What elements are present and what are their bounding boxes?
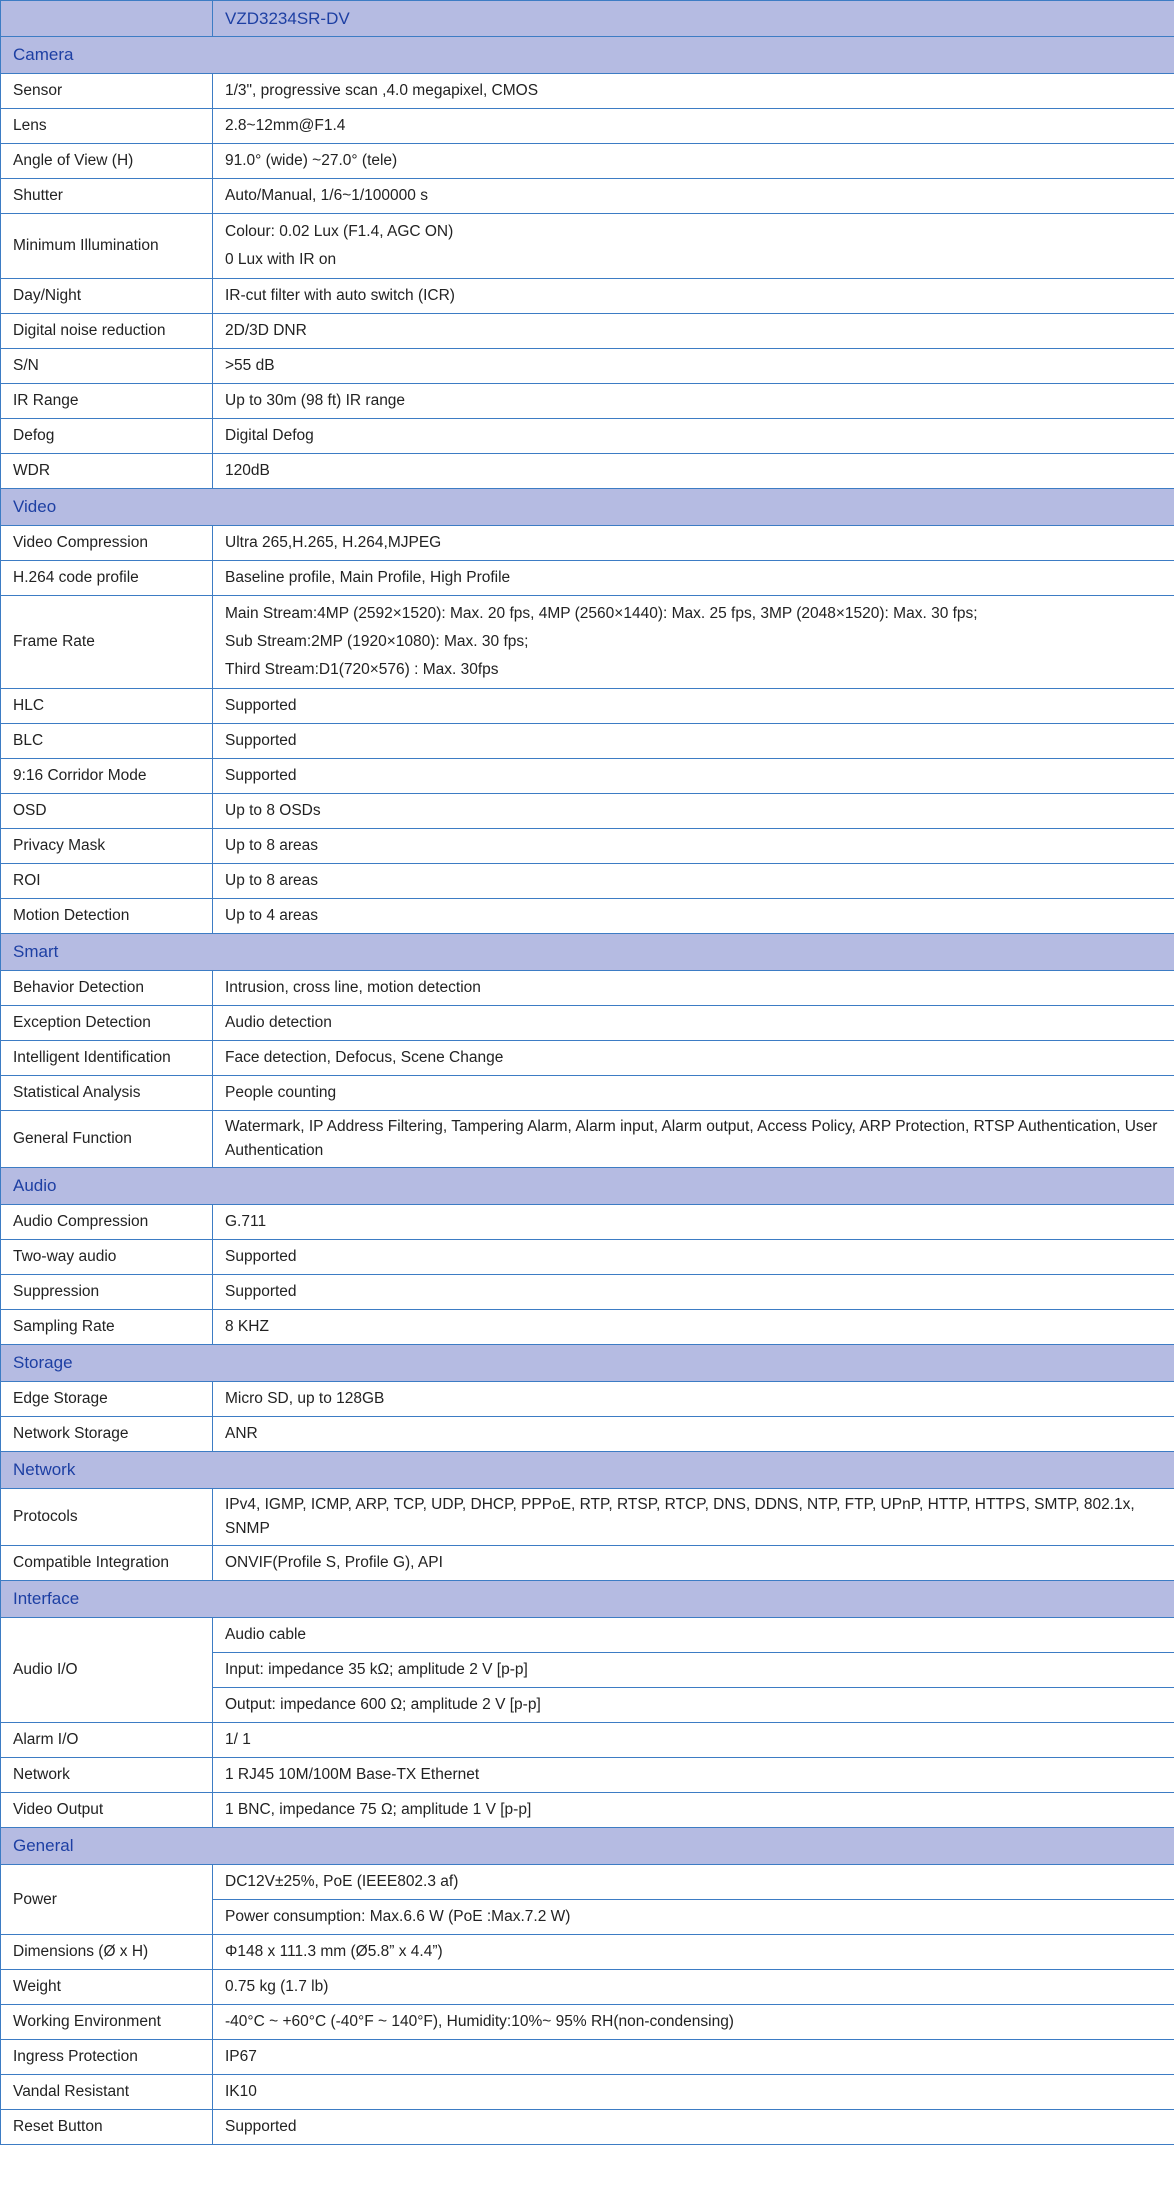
spec-row	[1, 1970, 1174, 2005]
spec-label: Exception Detection	[1, 1006, 213, 1041]
spec-value-cell	[213, 899, 1174, 934]
spec-value-cell	[213, 864, 1174, 899]
spec-row	[1, 1240, 1174, 1275]
section-title: Interface	[1, 1581, 1174, 1618]
spec-label: BLC	[1, 724, 213, 759]
spec-row	[1, 829, 1174, 864]
spec-value-cell	[213, 1546, 1174, 1581]
spec-value: Φ148 x 111.3 mm (Ø5.8” x 4.4”)	[225, 1943, 443, 1960]
spec-row	[1, 971, 1174, 1006]
spec-row	[1, 2110, 1174, 2145]
spec-value-cell	[213, 596, 1174, 689]
spec-label: Shutter	[1, 179, 213, 214]
spec-label: Frame Rate	[1, 596, 213, 689]
spec-value-cell	[213, 1970, 1174, 2005]
spec-row	[1, 689, 1174, 724]
header-blank-cell	[1, 1, 213, 37]
spec-value-cell	[213, 689, 1174, 724]
spec-value: Third Stream:D1(720×576) : Max. 30fps	[225, 661, 499, 678]
spec-value: 1 RJ45 10M/100M Base-TX Ethernet	[225, 1766, 480, 1783]
spec-row	[1, 794, 1174, 829]
spec-value-cell	[213, 1111, 1174, 1168]
section-header-network	[1, 1452, 1174, 1489]
spec-row	[1, 1758, 1174, 1793]
spec-row	[1, 596, 1174, 689]
spec-value-cell	[213, 214, 1174, 279]
spec-value-cell	[213, 1793, 1174, 1828]
spec-row	[1, 724, 1174, 759]
spec-label: Ingress Protection	[1, 2040, 213, 2075]
spec-value: IR-cut filter with auto switch (ICR)	[225, 287, 455, 304]
spec-value-cell	[213, 1489, 1174, 1546]
spec-value: Audio detection	[225, 1014, 332, 1031]
spec-value: >55 dB	[225, 357, 275, 374]
spec-value-cell	[213, 561, 1174, 596]
spec-label: Two-way audio	[1, 1240, 213, 1275]
spec-label: Working Environment	[1, 2005, 213, 2040]
spec-label: Network Storage	[1, 1417, 213, 1452]
spec-value-cell	[213, 384, 1174, 419]
spec-value: 2D/3D DNR	[225, 322, 307, 339]
section-title: Video	[1, 489, 1174, 526]
spec-value: Watermark, IP Address Filtering, Tampering Alarm, Alarm input, Alarm output, Access Policy, ARP Protection, RTSP Authentication, User Authentication	[225, 1118, 1158, 1159]
spec-label: Statistical Analysis	[1, 1076, 213, 1111]
spec-value: Micro SD, up to 128GB	[225, 1390, 385, 1407]
spec-value: Supported	[225, 732, 297, 749]
spec-label: Motion Detection	[1, 899, 213, 934]
spec-label: ROI	[1, 864, 213, 899]
spec-label: Intelligent Identification	[1, 1041, 213, 1076]
spec-value: 1/ 1	[225, 1731, 251, 1748]
spec-row	[1, 1041, 1174, 1076]
spec-row	[1, 1205, 1174, 1240]
spec-label: Reset Button	[1, 2110, 213, 2145]
spec-value-cell	[213, 1041, 1174, 1076]
spec-value: 0.75 kg (1.7 lb)	[225, 1978, 329, 1995]
spec-value: People counting	[225, 1084, 337, 1101]
header-row	[1, 1, 1174, 37]
section-title: General	[1, 1828, 1174, 1865]
spec-row	[1, 109, 1174, 144]
spec-value-cell	[213, 1240, 1174, 1275]
spec-row	[1, 349, 1174, 384]
spec-label: OSD	[1, 794, 213, 829]
section-header-storage	[1, 1345, 1174, 1382]
spec-value: Supported	[225, 1283, 297, 1300]
spec-value-cell	[213, 794, 1174, 829]
spec-value: Power consumption: Max.6.6 W (PoE :Max.7.2 W)	[213, 1899, 1174, 1934]
spec-value: 1/3", progressive scan ,4.0 megapixel, CMOS	[225, 82, 539, 99]
spec-value-cell	[213, 279, 1174, 314]
section-title: Audio	[1, 1168, 1174, 1205]
section-header-smart	[1, 934, 1174, 971]
spec-value-cell	[213, 1417, 1174, 1452]
spec-label: H.264 code profile	[1, 561, 213, 596]
spec-value-cell	[213, 2075, 1174, 2110]
spec-value: ANR	[225, 1425, 258, 1442]
spec-label: Day/Night	[1, 279, 213, 314]
spec-table-body	[1, 1, 1174, 2145]
spec-label: WDR	[1, 454, 213, 489]
spec-value-cell	[213, 2110, 1174, 2145]
spec-row	[1, 1417, 1174, 1452]
spec-value: Ultra 265,H.265, H.264,MJPEG	[225, 534, 442, 551]
spec-value: Face detection, Defocus, Scene Change	[225, 1049, 504, 1066]
spec-label: Weight	[1, 1970, 213, 2005]
spec-row	[1, 2005, 1174, 2040]
spec-value: Supported	[225, 697, 297, 714]
spec-value: Baseline profile, Main Profile, High Profile	[225, 569, 511, 586]
spec-value: G.711	[225, 1213, 267, 1230]
spec-value: IPv4, IGMP, ICMP, ARP, TCP, UDP, DHCP, PPPoE, RTP, RTSP, RTCP, DNS, DDNS, NTP, FTP, UPnP, HTTP, HTTPS, SMTP, 802.1x, SNMP	[225, 1496, 1135, 1537]
spec-value: -40°C ~ +60°C (-40°F ~ 140°F), Humidity:10%~ 95% RH(non-condensing)	[225, 2013, 734, 2030]
spec-row	[1, 1310, 1174, 1345]
spec-row	[1, 1546, 1174, 1581]
spec-value: IK10	[225, 2083, 257, 2100]
section-title: Smart	[1, 934, 1174, 971]
spec-label: Lens	[1, 109, 213, 144]
spec-value-cell	[213, 349, 1174, 384]
spec-value: 91.0° (wide) ~27.0° (tele)	[225, 152, 398, 169]
spec-row	[1, 1935, 1174, 1970]
spec-label: Suppression	[1, 1275, 213, 1310]
spec-value-cell	[213, 419, 1174, 454]
spec-value-cell	[213, 2040, 1174, 2075]
spec-label: Audio I/O	[1, 1618, 213, 1723]
spec-value-cell	[213, 144, 1174, 179]
spec-label: Angle of View (H)	[1, 144, 213, 179]
spec-row	[1, 214, 1174, 279]
spec-value: Main Stream:4MP (2592×1520): Max. 20 fps, 4MP (2560×1440): Max. 25 fps, 3MP (2048×1520): Max. 30 fps;	[225, 605, 978, 622]
spec-label: Minimum Illumination	[1, 214, 213, 279]
model-name: VZD3234SR-DV	[213, 1, 1174, 37]
spec-row	[1, 1006, 1174, 1041]
spec-value: Audio cable	[225, 1626, 307, 1643]
spec-row	[1, 1489, 1174, 1546]
spec-value-cell	[213, 724, 1174, 759]
spec-value: Up to 4 areas	[225, 907, 319, 924]
spec-value: 2.8~12mm@F1.4	[225, 117, 346, 134]
spec-value-cell	[213, 526, 1174, 561]
spec-label: Vandal Resistant	[1, 2075, 213, 2110]
spec-value-cell	[213, 1205, 1174, 1240]
spec-value: 0 Lux with IR on	[225, 251, 337, 268]
spec-value: Intrusion, cross line, motion detection	[225, 979, 481, 996]
section-title: Storage	[1, 1345, 1174, 1382]
spec-value: IP67	[225, 2048, 257, 2065]
spec-value-cell	[213, 759, 1174, 794]
spec-value-cell	[213, 1076, 1174, 1111]
spec-value-cell	[213, 454, 1174, 489]
spec-label: Dimensions (Ø x H)	[1, 1935, 213, 1970]
section-title: Camera	[1, 37, 1174, 74]
spec-value-cell	[213, 1758, 1174, 1793]
section-title: Network	[1, 1452, 1174, 1489]
spec-row	[1, 1793, 1174, 1828]
spec-value: Up to 30m (98 ft) IR range	[225, 392, 406, 409]
spec-value-cell	[213, 1618, 1174, 1723]
spec-row	[1, 561, 1174, 596]
spec-row	[1, 1111, 1174, 1168]
spec-value-cell	[213, 1006, 1174, 1041]
spec-row	[1, 74, 1174, 109]
spec-label: 9:16 Corridor Mode	[1, 759, 213, 794]
spec-value-cell	[213, 1275, 1174, 1310]
spec-row	[1, 144, 1174, 179]
spec-row	[1, 314, 1174, 349]
spec-value: Supported	[225, 767, 297, 784]
spec-row	[1, 2075, 1174, 2110]
spec-row	[1, 1076, 1174, 1111]
spec-value: Up to 8 OSDs	[225, 802, 321, 819]
spec-label: Edge Storage	[1, 1382, 213, 1417]
spec-value: 120dB	[225, 462, 270, 479]
spec-row	[1, 2040, 1174, 2075]
spec-label: Power	[1, 1865, 213, 1935]
spec-value-cell	[213, 109, 1174, 144]
spec-value: Sub Stream:2MP (1920×1080): Max. 30 fps;	[225, 633, 529, 650]
spec-value-cell	[213, 179, 1174, 214]
spec-label: Compatible Integration	[1, 1546, 213, 1581]
spec-value-cell	[213, 1935, 1174, 1970]
spec-row	[1, 1618, 1174, 1723]
spec-label: Alarm I/O	[1, 1723, 213, 1758]
spec-row	[1, 384, 1174, 419]
spec-label: Video Compression	[1, 526, 213, 561]
spec-row	[1, 419, 1174, 454]
spec-label: Behavior Detection	[1, 971, 213, 1006]
spec-value: Up to 8 areas	[225, 837, 319, 854]
spec-value: 8 KHZ	[225, 1318, 269, 1335]
spec-row	[1, 899, 1174, 934]
spec-value-cell	[213, 1723, 1174, 1758]
spec-label: Privacy Mask	[1, 829, 213, 864]
spec-row	[1, 179, 1174, 214]
spec-label: General Function	[1, 1111, 213, 1168]
spec-row	[1, 1382, 1174, 1417]
spec-row	[1, 1275, 1174, 1310]
spec-value: Auto/Manual, 1/6~1/100000 s	[225, 187, 428, 204]
spec-label: Defog	[1, 419, 213, 454]
spec-value-cell	[213, 1382, 1174, 1417]
spec-value-cell	[213, 1310, 1174, 1345]
spec-row	[1, 759, 1174, 794]
spec-value-cell	[213, 2005, 1174, 2040]
spec-row	[1, 1723, 1174, 1758]
section-header-camera	[1, 37, 1174, 74]
spec-label: Video Output	[1, 1793, 213, 1828]
spec-value: Input: impedance 35 kΩ; amplitude 2 V [p-p]	[213, 1652, 1174, 1687]
spec-label: Sampling Rate	[1, 1310, 213, 1345]
spec-value: Supported	[225, 1248, 297, 1265]
spec-row	[1, 454, 1174, 489]
spec-label: Sensor	[1, 74, 213, 109]
spec-value: ONVIF(Profile S, Profile G), API	[225, 1554, 443, 1571]
spec-label: Protocols	[1, 1489, 213, 1546]
spec-label: IR Range	[1, 384, 213, 419]
spec-label: S/N	[1, 349, 213, 384]
section-header-general	[1, 1828, 1174, 1865]
spec-label: HLC	[1, 689, 213, 724]
section-header-interface	[1, 1581, 1174, 1618]
spec-value: Up to 8 areas	[225, 872, 319, 889]
spec-value: Supported	[225, 2118, 297, 2135]
spec-value-cell	[213, 74, 1174, 109]
spec-row	[1, 1865, 1174, 1935]
section-header-audio	[1, 1168, 1174, 1205]
spec-row	[1, 279, 1174, 314]
spec-value-cell	[213, 971, 1174, 1006]
spec-value-cell	[213, 1865, 1174, 1935]
spec-value: DC12V±25%, PoE (IEEE802.3 af)	[225, 1873, 459, 1890]
spec-value-cell	[213, 314, 1174, 349]
section-header-video	[1, 489, 1174, 526]
spec-value: Colour: 0.02 Lux (F1.4, AGC ON)	[225, 223, 454, 240]
spec-value: Output: impedance 600 Ω; amplitude 2 V [p-p]	[213, 1687, 1174, 1722]
spec-value: Digital Defog	[225, 427, 314, 444]
spec-row	[1, 864, 1174, 899]
spec-value: 1 BNC, impedance 75 Ω; amplitude 1 V [p-p]	[225, 1801, 532, 1818]
spec-label: Audio Compression	[1, 1205, 213, 1240]
spec-label: Network	[1, 1758, 213, 1793]
spec-value-cell	[213, 829, 1174, 864]
spec-row	[1, 526, 1174, 561]
spec-label: Digital noise reduction	[1, 314, 213, 349]
